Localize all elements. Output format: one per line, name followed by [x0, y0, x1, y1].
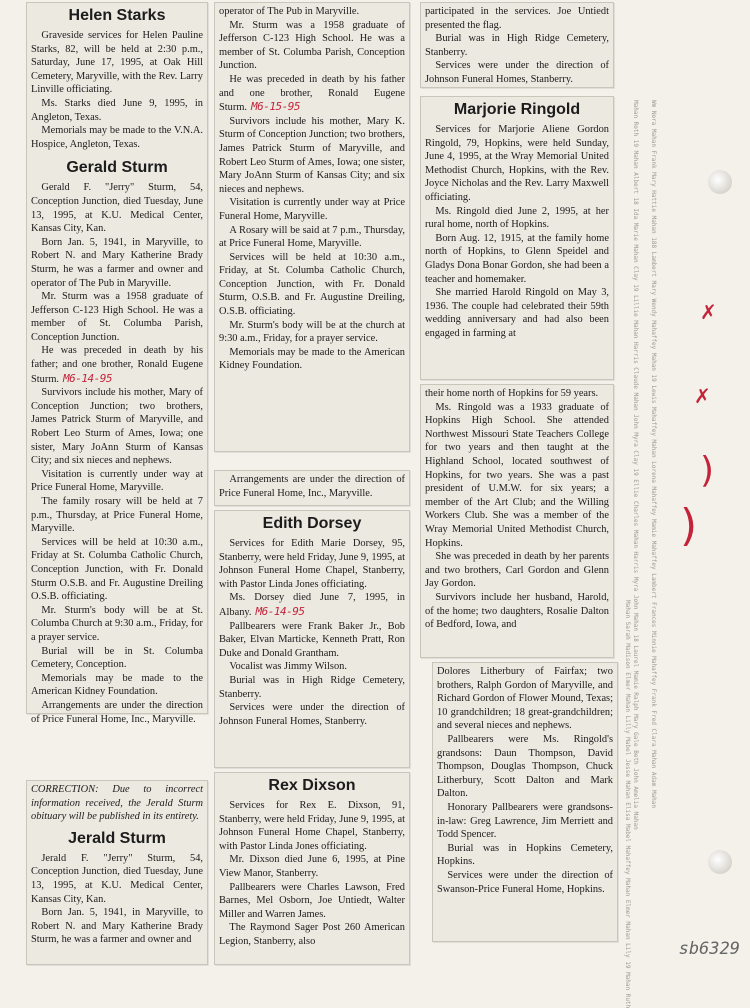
obituary-paragraph: Services were under the direction of Swanson-Price Funeral Home, Hopkins. [437, 869, 613, 895]
obituary-paragraph: Burial was in High Ridge Cemetery, Stanberry. [425, 33, 609, 58]
red-bracket-mark: ) [700, 450, 715, 491]
red-bracket-mark: ) [680, 500, 698, 551]
obituary-paragraph: Arrangements are under the direction of Price Funeral Home, Inc., Maryville. [219, 474, 405, 499]
obituary-paragraph: The family rosary will be held at 7 p.m., Thursday, at Price Funeral Home, Maryville. [31, 496, 203, 535]
obituary-paragraph: Visitation is currently under way at Price Funeral Home, Maryville. [219, 197, 405, 222]
obituary-clipping-correction-jerald [26, 780, 208, 965]
obituary-paragraph: He was preceded in death by his father and one brother, Ronald Eugene Sturm. M6-15-95 [219, 73, 405, 114]
obituary-paragraph: A Rosary will be said at 7 p.m., Thursday, at Price Funeral Home, Maryville. [219, 224, 405, 250]
obituary-paragraph: Survivors include her husband, Harold, of the home; two daughters, Rosalie Dalton of Bedford, Iowa, and [425, 591, 609, 631]
handwritten-date-note: M6-14-95 [255, 604, 305, 618]
obituary-paragraph: Visitation is currently under way at Price Funeral Home, Maryville. [31, 468, 203, 494]
obituary-paragraph: Services will be held at 10:30 a.m., Friday, at St. Columba Catholic Church, Conception Junction, with Fr. Donald Sturm, O.S.B. and Fr. Augustine Dreiling, O.S.B. officiating. [219, 251, 405, 318]
handwritten-date-note: M6-14-95 [63, 371, 112, 385]
obituary-clipping-rex-continued [420, 2, 614, 88]
obituary-paragraph: Services will be held at 10:30 a.m., Friday at St. Columba Catholic Church, Conception Junction, with Fr. Donald Sturm O.S.B. and Fr. Augustine Dreiling O.S.B. officiating. [31, 536, 203, 603]
obituary-paragraph: Burial was in High Ridge Cemetery, Stanberry. [219, 674, 405, 700]
obituary-title-jerald-sturm: Jerald Sturm [68, 829, 166, 847]
background-ledger-column: Mahan Roth 19 Mahan Albert 18 Ida Marie Mahan Clay 19 Lillie Mahan Harris Claude Mahan John Myra Clay 19 Ellie Charles Mahan Harris Myra John Mahan 18 Laurel Mamie Ralph Mary Gale Beth John Amelia Mahan [632, 100, 639, 830]
background-ledger-column: Mahan Sarah Madison Elmer Mahan Lilly Mabel Jesse Mahan Elisa Mabel Mahaffey Mahan Elmer Mahan Lily 19 Mahan Ruth [624, 600, 631, 1008]
obituary-paragraph: The Raymond Sager Post 260 American Legion, Stanberry, also [219, 922, 405, 947]
obituary-paragraph: Mr. Dixson died June 6, 1995, at Pine View Manor, Stanberry. [219, 854, 405, 879]
obituary-paragraph: Honorary Pallbearers were grandsons-in-law: Greg Lawrence, Jim Merriett and Todd Spencer. [437, 801, 613, 841]
obituary-title-rex-dixson: Rex Dixson [268, 777, 356, 794]
obituary-clipping-edith-dorsey [214, 510, 410, 768]
obituary-paragraph: Survivors include his mother, Mary K. Sturm of Conception Junction; two brothers, James Patrick Sturm of Maryville, and Robert Leo Sturm of Ames, Iowa; one sister, Mary JoAnn Sturm of Kansas City; and six nieces and nephews. [219, 115, 405, 195]
correction-notice: CORRECTION: Due to incorrect information received, the Jerald Sturm obituary will be published in its entirety. [31, 784, 203, 823]
obituary-clipping-marjorie-ringold [420, 96, 614, 380]
archive-number: sb6329 [678, 939, 740, 959]
handwritten-date-note: M6-15-95 [251, 100, 300, 114]
red-x-mark: ✗ [694, 384, 711, 408]
obituary-paragraph: Memorials may be made to the American Kidney Foundation. [219, 346, 405, 372]
obituary-title-edith-dorsey: Edith Dorsey [262, 515, 362, 532]
obituary-paragraph: Gerald F. "Jerry" Sturm, 54, Conception Junction, died Tuesday, June 13, 1995, at K.U. Medical Center, Kansas City, Kan. [31, 182, 203, 235]
obituary-paragraph: Mr. Sturm's body will be at St. Columba Church at 9:30 a.m., Friday, for a prayer service. [31, 604, 203, 643]
obituary-clipping-marjorie-lower [432, 662, 618, 942]
obituary-paragraph: Born Jan. 5, 1941, in Maryville, to Robert N. and Mary Katherine Brady Sturm, he was a farmer and owner and [31, 907, 203, 946]
obituary-paragraph: She was preceded in death by her parents and two brothers, Carl Gordon and Glenn Jay Gordon. [425, 551, 609, 590]
obituary-paragraph: Services were under the direction of Johnson Funeral Homes, Stanberry. [219, 702, 405, 727]
obituary-paragraph: Arrangements are under the direction of Price Funeral Home, Inc., Maryville. [31, 699, 203, 725]
obituary-paragraph: participated in the services. Joe Untiedt presented the flag. [425, 6, 609, 31]
obituary-clipping-rex-dixson [214, 772, 410, 965]
obituary-title-marjorie-ringold: Marjorie Ringold [453, 101, 581, 118]
obituary-paragraph: He was preceded in death by his father; and one brother, Ronald Eugene Sturm. M6-14-95 [31, 345, 203, 385]
obituary-paragraph: She married Harold Ringold on May 3, 1936. The couple had celebrated their 59th wedding anniversary and had also been engaged in farming at [425, 287, 609, 339]
obituary-paragraph: Services were under the direction of Johnson Funeral Homes, Stanberry. [425, 60, 609, 85]
obituary-paragraph: Mr. Sturm was a 1958 graduate of Jefferson C-123 High School. He was a member of St. Columba Parish, Conception Junction. [219, 19, 405, 72]
background-ledger-column: Wm Nora Mahan Frank Mary Hattie Mahan 188 Lambert Mary Wendy Mahaffey Mahan 19 Lewis Mahaffey Mahan Lorena Mahaffey Mamie Mahaffey Lambert Frances Minnie Mahaffey Frank Fred Clara Mahan Adam Mahan [650, 100, 657, 809]
obituary-clipping-arrangements [214, 470, 410, 506]
obituary-paragraph: Dolores Litherbury of Fairfax; two brothers, Ralph Gordon of Maryville, and Richard Gordon of Flower Mound, Texas; 10 grandchildren; 18 great-grandchildren; and several nieces and nephews. [437, 666, 613, 732]
obituary-paragraph: their home north of Hopkins for 59 years. [425, 388, 599, 399]
punch-hole [708, 850, 732, 874]
obituary-title-helen-starks: Helen Starks [68, 7, 166, 24]
punch-hole [708, 170, 732, 194]
obituary-clipping-helen-gerald [26, 2, 208, 725]
obituary-clipping-marjorie-middle [420, 384, 614, 658]
obituary-paragraph: Memorials may be made to the American Kidney Foundation. [31, 672, 203, 698]
obituary-paragraph: Pallbearers were Frank Baker Jr., Bob Baker, Elvan Marticke, Kenneth Pratt, Ron Duke and Donald Grantham. [219, 620, 405, 659]
obituary-paragraph: Burial will be in St. Columba Cemetery, Conception. [31, 645, 203, 671]
obituary-paragraph: Ms. Dorsey died June 7, 1995, in Albany. M6-14-95 [219, 592, 405, 618]
obituary-paragraph: Mr. Sturm's body will be at the church at 9:30 a.m., Friday, for a prayer service. [219, 319, 405, 345]
obituary-paragraph: Survivors include his mother, Mary of Conception Junction; two brothers, James Patrick Sturm of Maryville, and Robert Leo Sturm of Ames, Iowa; one sister, Mary JoAnn Sturm of Kansas City; and six nieces and nephews. [31, 387, 203, 467]
obituary-paragraph: Graveside services for Helen Pauline Starks, 82, will be held at 2:30 p.m., Saturday, June 17, 1995, at Oak Hill Cemetery, Maryville, with the Rev. Larry Linville officiating. [31, 30, 203, 96]
obituary-paragraph: Burial was in Hopkins Cemetery, Hopkins. [437, 842, 613, 868]
obituary-paragraph: Services for Rex E. Dixson, 91, Stanberry, were held Friday, June 9, 1995, at Johnson Funeral Home Chapel, Stanberry, with Pastor Linda Jones officiating. [219, 800, 405, 852]
obituary-clipping-gerald-continued [214, 2, 410, 452]
obituary-paragraph: Ms. Ringold was a 1933 graduate of Hopkins High School. She attended Northwest Missouri State Teachers College for two years and then taught at the Highland School, located southwest of Hopkins, for two years. She was a past president of U.M.W. for six years; a member of the Art Club; and the Willing Workers Club. She was a member of the Wray Memorial United Methodist Church, Hopkins. [425, 401, 609, 549]
obituary-paragraph: Vocalist was Jimmy Wilson. [229, 661, 347, 673]
obituary-paragraph: operator of The Pub in Maryville. [219, 6, 360, 17]
obituary-paragraph: Born Aug. 12, 1915, at the family home north of Hopkins, to Glenn Speidel and Gladys Dona Bonar Gordon, she had been a teacher and homemaker. [425, 232, 609, 285]
obituary-title-gerald-sturm: Gerald Sturm [66, 159, 168, 177]
obituary-paragraph: Pallbearers were Ms. Ringold's grandsons: Daun Thompson, David Thompson, Douglas Thompson, Chuck Litherbury, Scott Dalton and Mark Dalton. [437, 733, 613, 800]
obituary-paragraph: Mr. Sturm was a 1958 graduate of Jefferson C-123 High School. He was a member of St. Columba Parish, Conception Junction. [31, 291, 203, 343]
obituary-paragraph: Born Jan. 5, 1941, in Maryville, to Robert N. and Mary Katherine Brady Sturm, he was a farmer and owner and operator of The Pub in Maryville. [31, 236, 203, 289]
obituary-paragraph: Ms. Starks died June 9, 1995, in Angleton, Texas. [31, 97, 203, 123]
obituary-paragraph: Memorials may be made to the V.N.A. Hospice, Angleton, Texas. [31, 125, 203, 150]
obituary-paragraph: Services for Edith Marie Dorsey, 95, Stanberry, were held Friday, June 9, 1995, at Johnson Funeral Home Chapel, Stanberry, with Pastor Linda Jones officiating. [219, 538, 405, 590]
obituary-paragraph: Jerald F. "Jerry" Sturm, 54, Conception Junction, died Tuesday, June 13, 1995, at K.U. Medical Center, Kansas City, Kan. [31, 852, 203, 905]
obituary-paragraph: Pallbearers were Charles Lawson, Fred Barnes, Mel Osborn, Joe Untiedt, Walter Miller and Warren James. [219, 881, 405, 920]
obituary-paragraph: Ms. Ringold died June 2, 1995, at her rural home, north of Hopkins. [425, 205, 609, 231]
red-x-mark: ✗ [700, 300, 717, 324]
obituary-paragraph: Services for Marjorie Aliene Gordon Ringold, 79, Hopkins, were held Sunday, June 4, 1995, at the Wray Memorial United Methodist Church, Hopkins, with the Rev. Joyce Nicholas and the Rev. Larry Maxwell officiating. [425, 124, 609, 203]
